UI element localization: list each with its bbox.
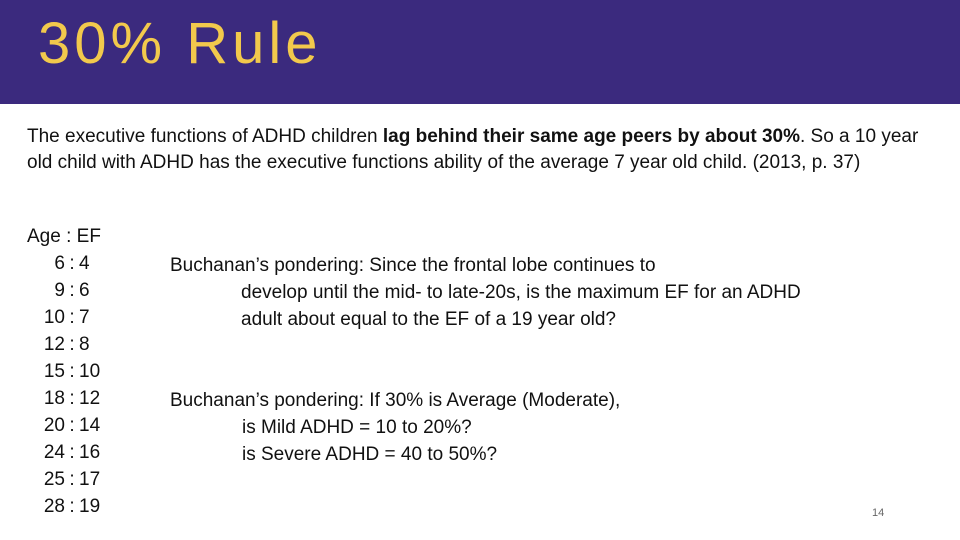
age-ef-header: Age : EF — [27, 226, 101, 247]
age-ef-row — [27, 277, 117, 304]
age-ef-row — [27, 466, 117, 493]
age-ef-separator: : — [69, 253, 75, 274]
age-ef-separator: : — [69, 442, 75, 463]
age-ef-separator: : — [69, 388, 75, 409]
age-value: 24 — [43, 442, 65, 463]
age-ef-row — [27, 250, 117, 277]
pondering-line: Buchanan’s pondering: Since the frontal lobe continues to — [170, 255, 656, 276]
pondering-line: is Mild ADHD = 10 to 20%? — [242, 417, 472, 438]
pondering-line: is Severe ADHD = 40 to 50%? — [242, 444, 498, 465]
ef-value: 7 — [79, 307, 90, 328]
pondering-severity — [170, 387, 930, 468]
age-ef-separator: : — [69, 280, 75, 301]
age-value: 20 — [43, 415, 65, 436]
ef-value: 12 — [79, 388, 101, 409]
age-value: 12 — [43, 334, 65, 355]
ef-value: 19 — [79, 496, 101, 517]
age-ef-separator: : — [69, 307, 75, 328]
intro-text-bold: lag behind their same age peers by about 30% — [382, 126, 800, 147]
ef-value: 4 — [79, 253, 90, 274]
ef-value: 8 — [79, 334, 90, 355]
age-ef-separator: : — [69, 415, 75, 436]
ef-value: 10 — [79, 361, 101, 382]
age-ef-row — [27, 439, 117, 466]
age-ef-rows — [27, 250, 117, 520]
ef-value: 17 — [79, 469, 101, 490]
age-ef-row — [27, 331, 117, 358]
age-value: 10 — [43, 307, 65, 328]
title-bar — [0, 0, 960, 104]
pondering-frontal-lobe — [170, 252, 930, 333]
pondering-line: develop until the mid- to late-20s, is the maximum EF for an ADHD — [241, 282, 801, 303]
age-ef-separator: : — [69, 496, 75, 517]
age-ef-separator: : — [69, 469, 75, 490]
slide-title: 30% Rule — [38, 11, 322, 76]
age-ef-row — [27, 493, 117, 520]
age-ef-row — [27, 385, 117, 412]
age-value: 25 — [43, 469, 65, 490]
intro-text-end: . So a 10 year old child with ADHD has the executive functions ability of the average 7 year old child. (2013, p. 37) — [27, 126, 919, 173]
page-number: 14 — [872, 507, 885, 519]
age-ef-separator: : — [69, 361, 75, 382]
age-ef-row — [27, 358, 117, 385]
age-ef-table — [27, 223, 117, 520]
ef-value: 6 — [79, 280, 90, 301]
intro-text-start: The executive functions of ADHD children — [27, 126, 383, 147]
ef-value: 16 — [79, 442, 101, 463]
intro-paragraph — [27, 124, 942, 176]
age-value: 28 — [43, 496, 65, 517]
age-value: 15 — [43, 361, 65, 382]
age-ef-row — [27, 304, 117, 331]
age-value: 9 — [54, 280, 65, 301]
age-value: 18 — [43, 388, 65, 409]
age-ef-separator: : — [69, 334, 75, 355]
age-ef-row — [27, 412, 117, 439]
age-value: 6 — [54, 253, 65, 274]
pondering-line: Buchanan’s pondering: If 30% is Average (Moderate), — [170, 390, 621, 411]
pondering-line: adult about equal to the EF of a 19 year old? — [241, 309, 616, 330]
ef-value: 14 — [79, 415, 101, 436]
